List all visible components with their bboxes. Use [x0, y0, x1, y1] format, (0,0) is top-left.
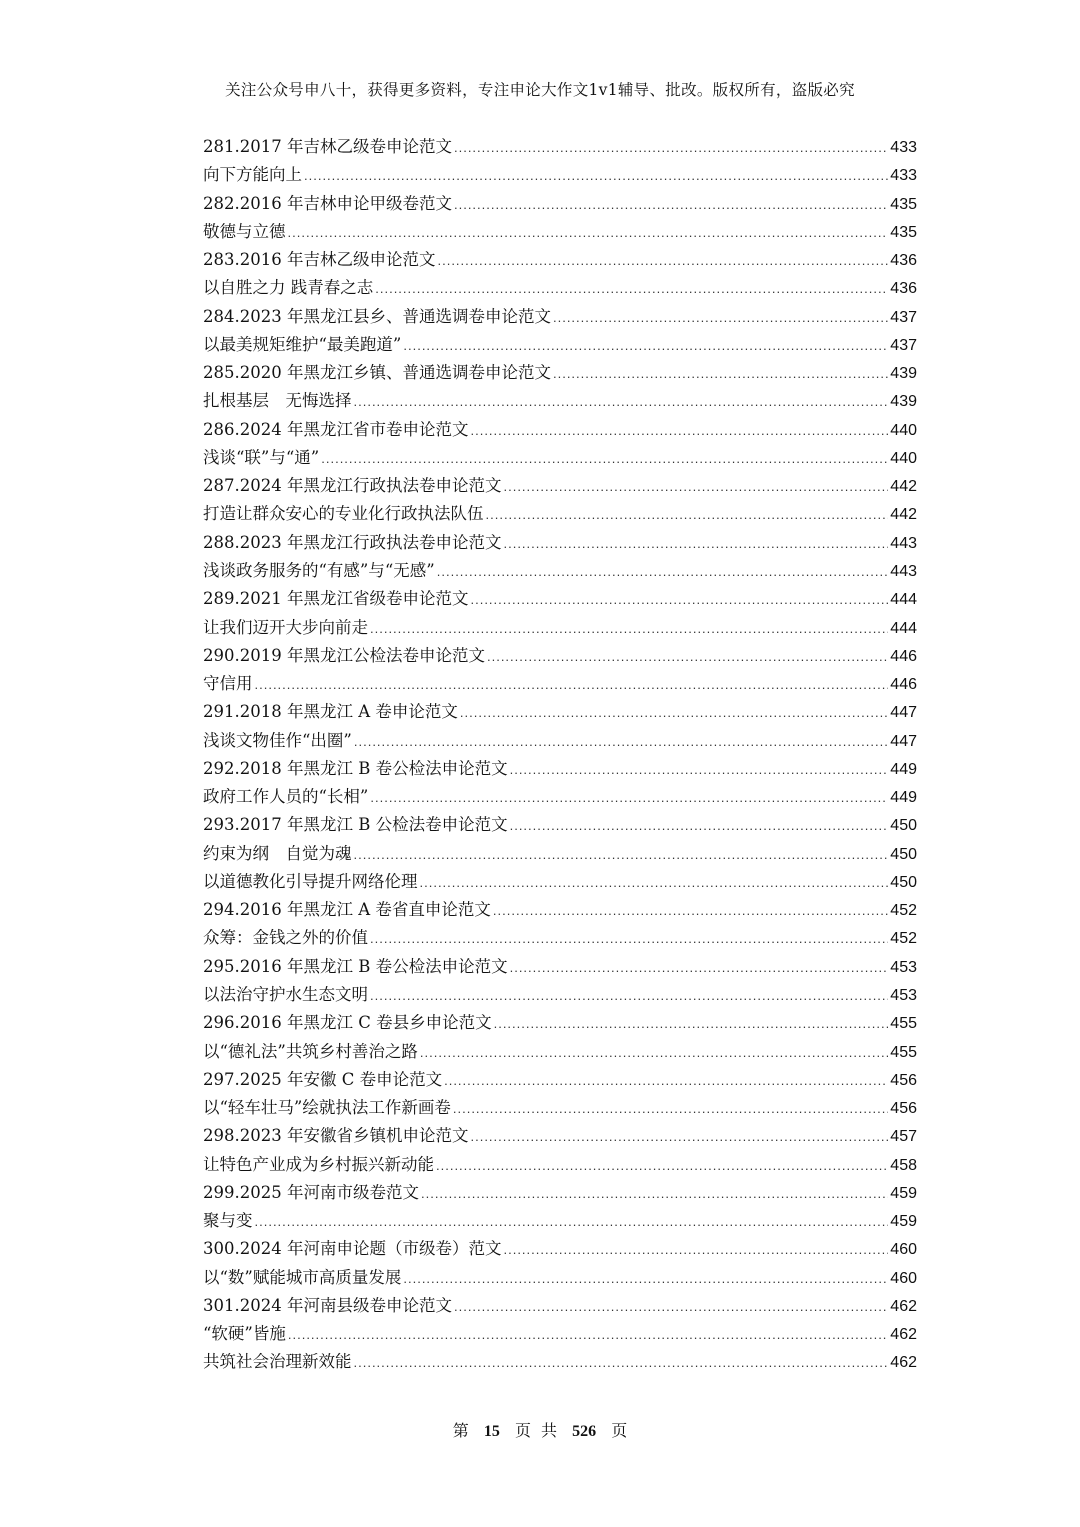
table-of-contents	[203, 133, 917, 1377]
toc-entry-title: 打造让群众安心的专业化行政执法队伍	[203, 504, 484, 524]
toc-entry[interactable]	[203, 1094, 917, 1122]
toc-entry[interactable]	[203, 133, 917, 161]
toc-dot-leader	[487, 642, 888, 671]
toc-entry-title: 敬德与立德	[203, 221, 286, 241]
toc-entry-title: 284.2023 年黑龙江县乡、普通选调卷申论范文	[203, 306, 551, 326]
toc-entry-page-number: 443	[890, 562, 917, 580]
toc-dot-leader	[321, 444, 888, 473]
toc-entry-page-number: 457	[890, 1128, 917, 1146]
toc-dot-leader	[436, 1151, 888, 1180]
toc-entry-title: 296.2016 年黑龙江 C 卷县乡申论范文	[203, 1013, 492, 1033]
toc-dot-leader	[503, 529, 888, 558]
toc-dot-leader	[486, 500, 889, 529]
toc-dot-leader	[421, 1179, 888, 1208]
toc-entry-title: 以自胜之力 践青春之志	[203, 278, 374, 298]
toc-entry-title: 向下方能向上	[203, 165, 302, 185]
toc-dot-leader	[553, 303, 888, 332]
toc-dot-leader	[370, 614, 888, 643]
toc-entry[interactable]	[203, 1320, 917, 1348]
toc-dot-leader	[494, 1009, 889, 1038]
toc-entry[interactable]	[203, 218, 917, 246]
toc-entry[interactable]	[203, 670, 917, 698]
toc-entry-page-number: 435	[890, 195, 917, 213]
toc-entry-page-number: 460	[890, 1241, 917, 1259]
footer-suffix: 页	[611, 1423, 628, 1440]
toc-entry-title: 共筑社会治理新效能	[203, 1352, 352, 1372]
toc-dot-leader	[460, 698, 888, 727]
toc-entry-title: 以“德礼法”共筑乡村善治之路	[203, 1041, 418, 1061]
toc-dot-leader	[370, 981, 888, 1010]
toc-entry-page-number: 440	[890, 449, 917, 467]
toc-entry-title: 300.2024 年河南申论题（市级卷）范文	[203, 1239, 502, 1259]
toc-entry[interactable]	[203, 1038, 917, 1066]
toc-entry-page-number: 446	[890, 676, 917, 694]
toc-entry-title: 288.2023 年黑龙江行政执法卷申论范文	[203, 532, 502, 552]
toc-entry[interactable]	[203, 727, 917, 755]
toc-dot-leader	[454, 1292, 888, 1321]
toc-entry-page-number: 439	[890, 365, 917, 383]
toc-dot-leader	[470, 1122, 888, 1151]
toc-entry[interactable]	[203, 1235, 917, 1263]
toc-entry-title: 290.2019 年黑龙江公检法卷申论范文	[203, 645, 485, 665]
toc-dot-leader	[503, 472, 888, 501]
toc-entry-title: 以“数”赋能城市高质量发展	[203, 1267, 402, 1287]
toc-entry-title: 政府工作人员的“长相”	[203, 787, 369, 807]
toc-entry-title: 聚与变	[203, 1211, 253, 1231]
toc-dot-leader	[444, 1066, 888, 1095]
toc-dot-leader	[288, 1320, 888, 1349]
toc-dot-leader	[370, 783, 888, 812]
total-pages-number: 526	[572, 1423, 597, 1440]
toc-entry[interactable]	[203, 1264, 917, 1292]
toc-dot-leader	[354, 840, 889, 869]
toc-dot-leader	[403, 1264, 888, 1293]
toc-entry-title: 约束为纲 自觉为魂	[203, 843, 352, 863]
toc-entry-title: 294.2016 年黑龙江 A 卷省直申论范文	[203, 900, 491, 920]
toc-entry-title: 301.2024 年河南县级卷申论范文	[203, 1295, 452, 1315]
toc-entry-title: 298.2023 年安徽省乡镇机申论范文	[203, 1126, 469, 1146]
toc-entry-title: 282.2016 年吉林申论甲级卷范文	[203, 193, 452, 213]
toc-dot-leader	[437, 246, 888, 275]
toc-entry[interactable]	[203, 246, 917, 274]
toc-entry-title: 以道德教化引导提升网络伦理	[203, 871, 418, 891]
toc-dot-leader	[304, 161, 888, 190]
toc-entry[interactable]	[203, 529, 917, 557]
toc-dot-leader	[510, 953, 889, 982]
toc-entry[interactable]	[203, 1009, 917, 1037]
toc-entry[interactable]	[203, 161, 917, 189]
toc-entry[interactable]	[203, 387, 917, 415]
toc-entry[interactable]	[203, 444, 917, 472]
toc-entry[interactable]	[203, 274, 917, 302]
toc-dot-leader	[470, 585, 888, 614]
toc-entry[interactable]	[203, 359, 917, 387]
toc-entry[interactable]	[203, 755, 917, 783]
toc-entry-page-number: 462	[890, 1326, 917, 1344]
toc-entry-page-number: 449	[890, 789, 917, 807]
toc-dot-leader	[503, 1235, 888, 1264]
toc-entry-title: 287.2024 年黑龙江行政执法卷申论范文	[203, 476, 502, 496]
toc-entry[interactable]	[203, 924, 917, 952]
toc-entry-page-number: 456	[890, 1071, 917, 1089]
toc-entry[interactable]	[203, 896, 917, 924]
toc-entry[interactable]	[203, 1151, 917, 1179]
toc-entry[interactable]	[203, 868, 917, 896]
toc-entry-title: “软硬”皆施	[203, 1324, 286, 1344]
toc-entry-title: 289.2021 年黑龙江省级卷申论范文	[203, 589, 469, 609]
toc-dot-leader	[437, 557, 889, 586]
toc-entry[interactable]	[203, 698, 917, 726]
toc-entry[interactable]	[203, 585, 917, 613]
toc-entry-page-number: 462	[890, 1297, 917, 1315]
toc-entry-page-number: 437	[890, 336, 917, 354]
toc-entry-title: 浅谈文物佳作“出圈”	[203, 730, 352, 750]
toc-entry-page-number: 456	[890, 1100, 917, 1118]
toc-entry[interactable]	[203, 1292, 917, 1320]
toc-dot-leader	[370, 924, 888, 953]
toc-entry-page-number: 436	[890, 280, 917, 298]
toc-dot-leader	[403, 331, 888, 360]
toc-entry-page-number: 437	[890, 308, 917, 326]
toc-entry-page-number: 459	[890, 1184, 917, 1202]
toc-entry-page-number: 458	[890, 1156, 917, 1174]
toc-dot-leader	[470, 416, 888, 445]
toc-entry-page-number: 444	[890, 619, 917, 637]
toc-dot-leader	[454, 190, 888, 219]
toc-entry-page-number: 462	[890, 1354, 917, 1372]
toc-entry-page-number: 447	[890, 732, 917, 750]
footer-prefix: 第	[452, 1423, 469, 1440]
toc-dot-leader	[553, 359, 888, 388]
toc-entry-page-number: 433	[890, 139, 917, 156]
page-header: 关注公众号申八十，获得更多资料，专注申论大作文1v1辅导、批改。版权所有，盗版必究	[225, 81, 855, 99]
toc-dot-leader	[510, 811, 889, 840]
toc-entry-page-number: 436	[890, 252, 917, 270]
toc-dot-leader	[510, 755, 889, 784]
toc-entry-title: 286.2024 年黑龙江省市卷申论范文	[203, 419, 469, 439]
page-footer	[0, 1418, 1080, 1441]
toc-entry-title: 299.2025 年河南市级卷范文	[203, 1182, 419, 1202]
toc-dot-leader	[493, 896, 888, 925]
toc-entry-title: 292.2018 年黑龙江 B 卷公检法申论范文	[203, 758, 508, 778]
toc-entry-page-number: 453	[890, 986, 917, 1004]
toc-entry-page-number: 446	[890, 647, 917, 665]
toc-entry[interactable]	[203, 614, 917, 642]
toc-entry-title: 281.2017 年吉林乙级卷申论范文	[203, 137, 452, 156]
toc-entry-page-number: 450	[890, 873, 917, 891]
toc-entry-page-number: 455	[890, 1043, 917, 1061]
toc-dot-leader	[354, 387, 889, 416]
toc-entry-title: 293.2017 年黑龙江 B 公检法卷申论范文	[203, 815, 508, 835]
toc-dot-leader	[420, 1038, 888, 1067]
toc-entry[interactable]	[203, 1066, 917, 1094]
toc-dot-leader	[255, 670, 889, 699]
toc-entry-title: 297.2025 年安徽 C 卷申论范文	[203, 1069, 443, 1089]
toc-entry[interactable]	[203, 840, 917, 868]
toc-entry-page-number: 443	[890, 534, 917, 552]
toc-entry[interactable]	[203, 642, 917, 670]
toc-entry[interactable]	[203, 472, 917, 500]
toc-entry-title: 浅谈政务服务的“有感”与“无感”	[203, 560, 435, 580]
toc-entry-page-number: 435	[890, 223, 917, 241]
toc-entry-title: 以“轻车壮马”绘就执法工作新画卷	[203, 1098, 451, 1118]
toc-entry[interactable]	[203, 981, 917, 1009]
toc-entry[interactable]	[203, 303, 917, 331]
toc-dot-leader	[354, 1348, 889, 1377]
toc-entry[interactable]	[203, 416, 917, 444]
toc-entry-page-number: 442	[890, 478, 917, 496]
toc-entry-title: 283.2016 年吉林乙级申论范文	[203, 250, 436, 270]
current-page-number: 15	[483, 1423, 500, 1440]
toc-entry[interactable]	[203, 190, 917, 218]
toc-entry-title: 295.2016 年黑龙江 B 卷公检法申论范文	[203, 956, 508, 976]
toc-entry[interactable]	[203, 557, 917, 585]
toc-entry[interactable]	[203, 1207, 917, 1235]
toc-entry-title: 291.2018 年黑龙江 A 卷申论范文	[203, 702, 458, 722]
toc-entry-page-number: 442	[890, 506, 917, 524]
toc-entry-title: 浅谈“联”与“通”	[203, 447, 320, 467]
toc-entry[interactable]	[203, 1122, 917, 1150]
toc-entry-page-number: 455	[890, 1015, 917, 1033]
toc-entry-title: 扎根基层 无悔选择	[203, 391, 352, 411]
toc-entry-page-number: 450	[890, 817, 917, 835]
toc-dot-leader	[453, 1094, 888, 1123]
toc-entry-page-number: 433	[890, 167, 917, 185]
toc-entry-title: 以最美规矩维护“最美跑道”	[203, 334, 402, 354]
toc-entry[interactable]	[203, 500, 917, 528]
footer-middle: 页 共	[514, 1423, 557, 1440]
toc-entry-title: 以法治守护水生态文明	[203, 984, 368, 1004]
toc-entry-page-number: 439	[890, 393, 917, 411]
toc-dot-leader	[255, 1207, 889, 1236]
toc-entry-title: 285.2020 年黑龙江乡镇、普通选调卷申论范文	[203, 363, 551, 383]
toc-entry[interactable]	[203, 811, 917, 839]
toc-entry[interactable]	[203, 1179, 917, 1207]
toc-entry-page-number: 452	[890, 902, 917, 920]
toc-entry[interactable]	[203, 953, 917, 981]
toc-entry-title: 众筹：金钱之外的价值	[203, 928, 368, 948]
toc-entry-page-number: 450	[890, 845, 917, 863]
toc-entry[interactable]	[203, 331, 917, 359]
toc-entry-title: 让特色产业成为乡村振兴新动能	[203, 1154, 434, 1174]
toc-entry-page-number: 440	[890, 421, 917, 439]
toc-entry-page-number: 459	[890, 1213, 917, 1231]
toc-dot-leader	[375, 274, 888, 303]
toc-dot-leader	[354, 727, 888, 756]
toc-dot-leader	[454, 133, 888, 162]
toc-entry-page-number: 447	[890, 704, 917, 722]
toc-entry-page-number: 452	[890, 930, 917, 948]
toc-entry[interactable]	[203, 783, 917, 811]
toc-dot-leader	[420, 868, 889, 897]
toc-entry[interactable]	[203, 1348, 917, 1376]
toc-entry-title: 让我们迈开大步向前走	[203, 617, 368, 637]
toc-entry-title: 守信用	[203, 674, 253, 694]
toc-entry-page-number: 449	[890, 760, 917, 778]
toc-dot-leader	[288, 218, 889, 247]
toc-entry-page-number: 444	[890, 591, 917, 609]
toc-entry-page-number: 460	[890, 1269, 917, 1287]
toc-entry-page-number: 453	[890, 958, 917, 976]
